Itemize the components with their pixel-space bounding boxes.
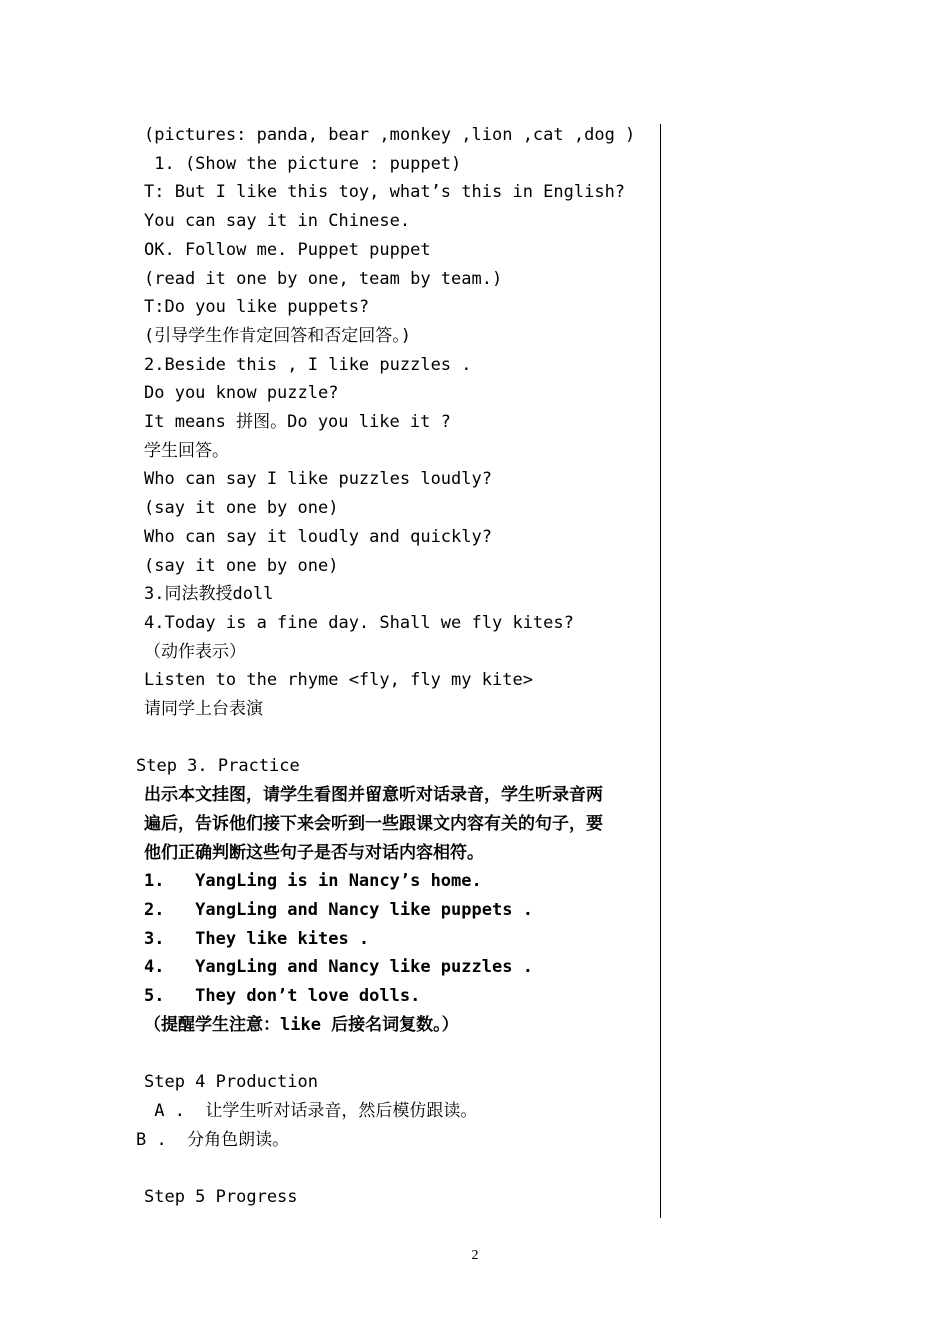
text-line: OK. Follow me. Puppet puppet xyxy=(144,239,431,260)
text-line: 1. YangLing is in Nancy’s home. xyxy=(144,871,482,892)
text-line: 4. YangLing and Nancy like puzzles . xyxy=(144,957,533,978)
text-line: (say it one by one) xyxy=(144,555,339,576)
text-line: （提醒学生注意：like 后接名词复数。） xyxy=(144,1014,459,1035)
page-number: 2 xyxy=(471,1248,479,1263)
text-line: Step 3. Practice xyxy=(136,756,300,777)
text-line: 出示本文挂图，请学生看图并留意听对话录音，学生听录音两 xyxy=(144,785,603,806)
text-line: (引导学生作肯定回答和否定回答。) xyxy=(144,325,411,346)
text-line: It means 拼图。Do you like it ? xyxy=(144,412,451,432)
text-line: T:Do you like puppets? xyxy=(144,297,370,318)
text-line: 4.Today is a fine day. Shall we fly kites? xyxy=(144,612,574,633)
text-line: (say it one by one) xyxy=(144,498,339,519)
text-line: Do you know puzzle? xyxy=(144,383,339,404)
text-line: 1. (Show the picture : puppet) xyxy=(144,153,462,174)
text-line: 5. They don’t love dolls. xyxy=(144,986,421,1006)
text-line: Who can say I like puzzles loudly? xyxy=(144,469,492,490)
text-line: （动作表示） xyxy=(144,641,246,662)
text-line: Step 4 Production xyxy=(144,1072,318,1093)
text-line: (pictures: panda, bear ,monkey ,lion ,cat ,dog ) xyxy=(144,125,636,145)
text-line: 3.同法教授doll xyxy=(144,584,274,605)
text-line: 请同学上台表演 xyxy=(144,699,263,719)
text-line: A . 让学生听对话录音，然后模仿跟读。 xyxy=(144,1100,478,1121)
text-line: (read it one by one, team by team.) xyxy=(144,268,503,289)
table-right-border xyxy=(660,124,661,1218)
text-line: Who can say it loudly and quickly? xyxy=(144,526,492,547)
text-line: 3. They like kites . xyxy=(144,928,370,949)
text-line: T: But I like this toy, what’s this in English? xyxy=(144,182,626,203)
text-line: Listen to the rhyme <fly, fly my kite> xyxy=(144,670,533,691)
text-line: 他们正确判断这些句子是否与对话内容相符。 xyxy=(144,842,484,863)
text-line: B . 分角色朗读。 xyxy=(136,1129,290,1150)
text-line: Step 5 Progress xyxy=(144,1186,298,1207)
text-line: 学生回答。 xyxy=(144,440,229,461)
text-line: You can say it in Chinese. xyxy=(144,211,411,232)
text-line: 遍后，告诉他们接下来会听到一些跟课文内容有关的句子，要 xyxy=(144,813,603,834)
text-line: 2. YangLing and Nancy like puppets . xyxy=(144,899,533,920)
text-line: 2.Beside this , I like puzzles . xyxy=(144,354,472,375)
